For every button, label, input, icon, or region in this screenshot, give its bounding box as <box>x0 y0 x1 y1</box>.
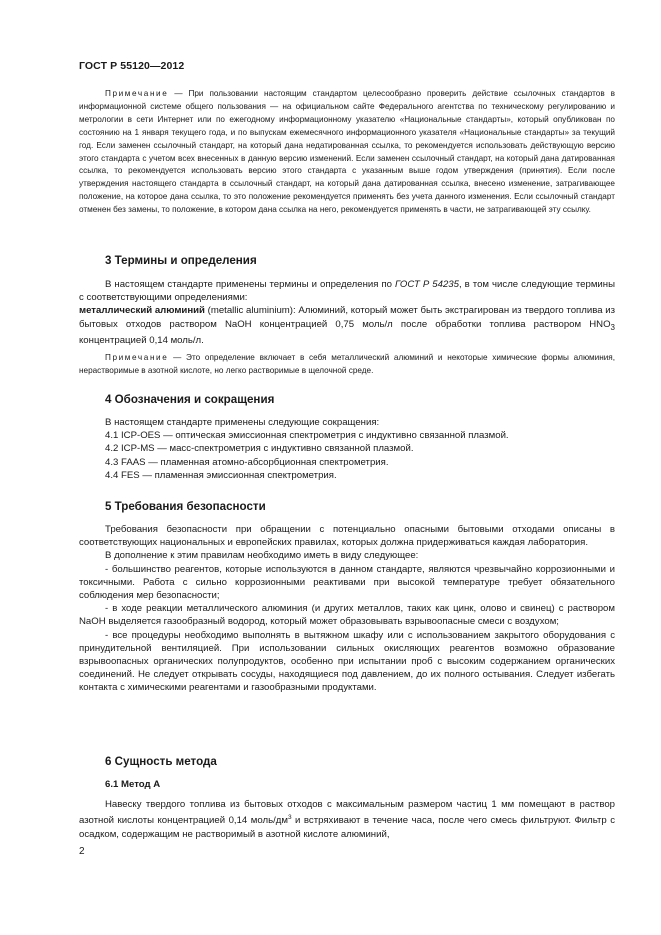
section-3-body <box>79 278 615 378</box>
intro-text: В настоящем стандарте применены термины и определения по <box>105 279 396 290</box>
subsection-6-1-heading: 6.1 Метод А <box>105 779 161 790</box>
section-3-intro <box>79 278 615 304</box>
term-english: (metallic aluminium): <box>204 305 296 317</box>
safety-paragraph: В дополнение к этим правилам необходимо иметь в виду следующее: <box>105 550 419 562</box>
method-text-end: и встряхивают в течение часа, после чего смесь фильтруют. Фильтр с осадком, содержащим не растворимый в азотной кислоте алюминий, <box>79 815 616 840</box>
section-5-body <box>79 523 615 695</box>
safety-paragraph: Требования безопасности при обращении с потенциально опасными бытовыми отходами описаны в соответствующих национальных и европейских правилах, которых должна придерживаться каждая лаборатория. <box>79 524 615 549</box>
abbreviation-item: 4.3 FAAS — пламенная атомно-абсорбционная спектрометрия. <box>105 456 389 468</box>
note-referenced-standards <box>79 88 615 217</box>
section-6-body <box>79 798 615 841</box>
safety-bullet: - в ходе реакции металлического алюминия (и других металлов, таких как цинк, олово и свинец) с раствором NaOH выделяется газообразный водород, который может образовывать взрывоопасные смеси с воздухом; <box>79 603 615 628</box>
method-a-paragraph <box>79 798 615 841</box>
safety-bullet: - большинство реагентов, которые используются в данном стандарте, являются чрезвычайно коррозионными и токсичными. Работа с сильно коррозионными реактивами при высокой температуре требует обязательного соблюдения мер безопасности; <box>79 563 615 602</box>
note-label: Примечание <box>105 89 169 98</box>
term-definition-end: концентрацией 0,14 моль/л. <box>79 334 204 346</box>
section-4-heading: 4 Обозначения и сокращения <box>105 393 275 406</box>
safety-bullet: - все процедуры необходимо выполнять в вытяжном шкафу или с использованием закрытого оборудования с принудительной вентиляцией. При использовании сильных окисляющих реагентов возможно образование взрывоопасных органических полупродуктов, особенно при испытании проб с высоким содержанием органических соединений. Не следует открывать сосуды, находящиеся под давлением, до их полного остывания. Следует избегать контакта с химическими реагентами и газообразными продуктами. <box>79 629 615 694</box>
section-3-heading: 3 Термины и определения <box>105 254 257 267</box>
term-definition-text: Алюминий, который может быть экстрагирован из твердого топлива из бытовых отходов раствором NaOH концентрацией 0,75 моль/л после обработки топлива раствором HNO <box>79 305 615 330</box>
note-text: — Это определение включает в себя металлический алюминий и некоторые химические формы алюминия, нерастворимые в азотной кислоте, но легко растворимые в щелочной среде. <box>79 352 615 375</box>
chem-subscript: 3 <box>610 322 615 332</box>
unit-superscript: 3 <box>287 814 292 822</box>
abbreviation-item: 4.1 ICP-OES — оптическая эмиссионная спектрометрия с индуктивно связанной плазмой. <box>105 430 509 442</box>
section-3-note <box>79 352 615 378</box>
note-text: — При пользовании настоящим стандартом целесообразно проверить действие ссылочных стандартов в информационной системе общего пользования — на официальном сайте Федерального агентства по техническому регулированию и метрологии в сети Интернет или по ежегодному информационному указателю «Национальные стандарты», который опубликован по состоянию на 1 января текущего года, и по выпускам ежемесячного информационного указателя «Национальные стандарты» за текущий год. Если заменен ссылочный стандарт, на который дана недатированная ссылка, то рекомендуется использовать действующую версию этого стандарта с учетом всех внесенных в данную версию изменений. Если заменен ссылочный стандарт, на который дана датированная ссылка, то рекомендуется использовать версию этого стандарта с указанным выше годом утверждения (принятия). Если после утверждения настоящего стандарта в ссылочный стандарт, на который дана датированная ссылка, внесено изменение, затрагивающее положение, на которое дана ссылка, то это положение рекомендуется применять без учета данного изменения. Если ссылочный стандарт отменен без замены, то положение, в котором дана ссылка на него, рекомендуется применять в части, не затрагивающей эту ссылку. <box>79 89 615 215</box>
standard-reference-link: ГОСТ Р 54235 <box>395 279 459 290</box>
section-4-intro: В настоящем стандарте применены следующие сокращения: <box>105 417 380 428</box>
abbreviation-item: 4.2 ICP-MS — масс-спектрометрия с индуктивно связанной плазмой. <box>105 443 414 455</box>
abbreviation-item: 4.4 FES — пламенная эмиссионная спектрометрия. <box>105 469 337 481</box>
note-label: Примечание <box>105 352 169 362</box>
method-text: Навеску твердого топлива из бытовых отходов с максимальным размером частиц 1 мм помещают в раствор азотной кислоты концентрацией 0,14 моль/дм <box>79 799 615 827</box>
section-5-heading: 5 Требования безопасности <box>105 500 266 513</box>
term-name: металлический алюминий <box>79 305 205 317</box>
section-6-heading: 6 Сущность метода <box>105 755 217 768</box>
term-definition <box>79 304 615 347</box>
document-header: ГОСТ Р 55120—2012 <box>79 60 185 72</box>
section-4-body <box>79 416 615 482</box>
note-paragraph <box>79 88 615 217</box>
intro-text-end: , в том числе следующие термины с соответствующими определениями: <box>79 279 615 304</box>
page-number: 2 <box>79 846 85 857</box>
